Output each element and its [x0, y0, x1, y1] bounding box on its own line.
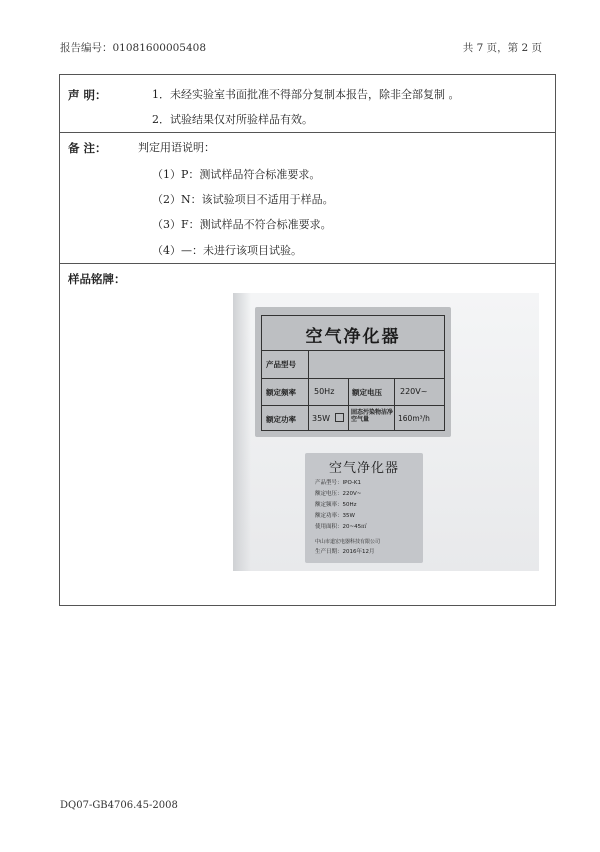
plate-power-label: 额定功率 — [266, 415, 296, 424]
main-nameplate — [255, 307, 451, 437]
remarks-label: 备 注： — [68, 141, 107, 155]
sticker-line: 额定电压：220V~ — [315, 491, 362, 497]
sticker-line: 额定频率：50Hz — [315, 502, 357, 508]
photo-shadow — [233, 293, 251, 571]
plate-line — [262, 350, 444, 351]
plate-freq-label: 额定频率 — [266, 388, 296, 397]
plate-power-value: 35W — [312, 414, 331, 423]
plate-line — [394, 378, 395, 430]
row-divider — [60, 263, 555, 264]
report-number: 报告编号：01081600005408 — [60, 42, 207, 54]
sticker-line: 额定功率：35W — [315, 513, 355, 519]
plate-title: 空气净化器 — [305, 327, 401, 347]
plate-voltage-label: 额定电压 — [352, 388, 382, 397]
sticker-maker: 中山市道宏电器科技有限公司 — [315, 539, 381, 545]
document-code: DQ07-GB4706.45-2008 — [60, 800, 178, 811]
plate-line — [308, 350, 309, 430]
report-table — [59, 74, 556, 606]
statement-label: 声 明： — [68, 88, 107, 102]
remark-item: （4）—：未进行该项目试验。 — [152, 244, 302, 257]
statement-line-1: 1．未经实验室书面批准不得部分复制本报告，除非全部复制 。 — [152, 88, 460, 101]
sticker-line: 使用面积：20~45㎡ — [315, 524, 367, 530]
plate-line — [262, 405, 444, 406]
plate-line — [262, 378, 444, 379]
sticker-line: 产品型号：IPO-K1 — [315, 480, 362, 486]
product-sticker — [305, 453, 423, 563]
plate-cadr-value: 160m³/h — [398, 414, 430, 423]
plate-freq-value: 50Hz — [314, 387, 335, 396]
class-ii-symbol-icon — [335, 413, 344, 422]
plate-voltage-value: 220V~ — [400, 387, 428, 396]
sticker-title: 空气净化器 — [328, 461, 399, 476]
plate-line — [348, 378, 349, 430]
remarks-intro: 判定用语说明： — [138, 141, 215, 154]
plate-model-label: 产品型号 — [266, 360, 296, 369]
row-divider — [60, 132, 555, 133]
remark-item: （2）N：该试验项目不适用于样品。 — [152, 193, 334, 206]
plate-cadr-label: 固态污染物洁净空气量 — [351, 409, 394, 423]
nameplate-label: 样品铭牌： — [68, 272, 126, 286]
remark-item: （1）P：测试样品符合标准要求。 — [152, 168, 321, 181]
remark-item: （3）F：测试样品不符合标准要求。 — [152, 218, 332, 231]
page-counter: 共 7 页，第 2 页 — [462, 42, 542, 54]
nameplate-photo — [233, 293, 539, 571]
plate-grid — [261, 315, 445, 431]
sticker-date: 生产日期：2016年12月 — [315, 549, 375, 555]
statement-line-2: 2．试验结果仅对所验样品有效。 — [152, 113, 313, 126]
